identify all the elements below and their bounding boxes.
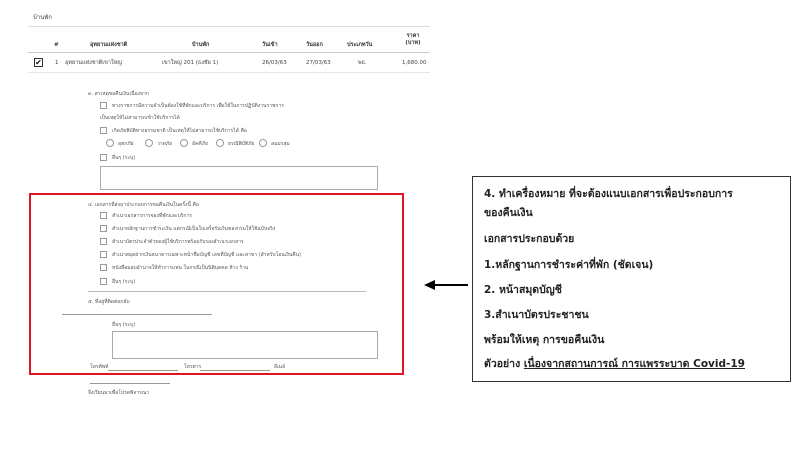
- reason-other-textarea[interactable]: [100, 166, 378, 190]
- doc-checkbox-2[interactable]: [100, 225, 107, 232]
- doc-checkbox-3[interactable]: [100, 238, 107, 245]
- th-num: #: [54, 42, 59, 48]
- row-num: 1: [55, 60, 59, 66]
- th-price: ราคา (บาท): [405, 33, 421, 46]
- callout-example-prefix: ตัวอย่าง: [484, 358, 524, 370]
- doc-item-1: สำเนาเอกสารการจองที่พักและบริการ: [112, 213, 192, 219]
- th-daytype: ประเภทวัน: [347, 42, 373, 48]
- th-house: บ้านพัก: [192, 42, 210, 48]
- radio-flood[interactable]: [106, 139, 114, 147]
- left-arrow-icon: [424, 279, 470, 291]
- radio-fire[interactable]: [180, 139, 188, 147]
- th-checkin: วันเข้า: [262, 42, 278, 48]
- callout-example-text: เนื่องจากสถานการณ์ การแพรระบาด Covid-19: [523, 358, 745, 370]
- reason-title: ๓. สาเหตุขอคืนเงินเนื่องจาก: [88, 91, 149, 97]
- row-checkin: 26/03/63: [262, 60, 287, 66]
- row-daytype: พธ.: [358, 60, 367, 66]
- fax-line[interactable]: [200, 370, 270, 371]
- radio-earthquake[interactable]: [216, 139, 224, 147]
- row-house: เขาใหญ่ 201 (ธงชัย 1): [162, 60, 219, 66]
- callout-line-6: 3.สำเนาบัตรประชาชน: [484, 309, 589, 321]
- radio-fire-label: อัคคีภัย: [192, 141, 208, 147]
- callout-line-2: ของคืนเงิน: [484, 207, 533, 219]
- callout-line-7: พร้อมให้เหตุ การขอคืนเงิน: [484, 334, 605, 346]
- phone-line[interactable]: [108, 370, 178, 371]
- doc-item-3: สำเนาบัตรประจำตัวของผู้ใช้บริการพร้อมรับรองสำเนาเอกสาร: [112, 239, 244, 245]
- th-checkout: วันออก: [306, 42, 323, 48]
- doc-checkbox-other[interactable]: [100, 278, 107, 285]
- docs-title: ๔. เอกสารที่ส่งมาประกอบการขอคืนเงินในครั้งนี้ คือ: [88, 202, 199, 208]
- row-park: อุทยานแห่งชาติเขาใหญ่: [65, 60, 122, 66]
- address-other-label: อื่นๆ (ระบุ): [112, 322, 136, 328]
- footer-line: [90, 383, 170, 384]
- doc-checkbox-5[interactable]: [100, 264, 107, 271]
- section-divider: [28, 26, 430, 27]
- doc-checkbox-4[interactable]: [100, 251, 107, 258]
- reason-checkbox-1[interactable]: [100, 102, 107, 109]
- doc-item-2: สำเนาหลักฐานการชำระเงิน แต่กรณีเป็นใบเสร็จรับเงินของกรมให้ใช้ฉบับจริง: [112, 226, 276, 232]
- callout-line-8: [484, 355, 745, 372]
- fax-label: โทรสาร: [184, 364, 202, 370]
- reason-other-label: อื่นๆ (ระบุ): [112, 155, 136, 161]
- callout-line-4: 1.หลักฐานการชำระค่าที่พัก (ชัดเจน): [484, 259, 654, 271]
- email-label: อีเมล์: [274, 364, 286, 370]
- reason-checkbox-2[interactable]: [100, 127, 107, 134]
- docs-divider: [88, 291, 366, 292]
- table-row-divider: [28, 72, 430, 73]
- callout-line-5: 2. หน้าสมุดบัญชี: [484, 284, 562, 296]
- row-price: 1,680.00: [402, 60, 427, 66]
- table-header-divider: [28, 52, 430, 53]
- reason-subtext: เป็นเหตุให้ไม่สามารถเข้าใช้บริการได้: [100, 115, 180, 121]
- th-park: อุทยานแห่งชาติ: [90, 42, 128, 48]
- radio-monsoon-label: ลมมรสุม: [271, 141, 290, 147]
- row-checkout: 27/03/63: [306, 60, 331, 66]
- section-title: บ้านพัก: [33, 14, 52, 21]
- radio-storm[interactable]: [145, 139, 153, 147]
- phone-label: โทรศัพท์: [90, 364, 109, 370]
- doc-checkbox-1[interactable]: [100, 212, 107, 219]
- reason-option-2: เกิดภัยพิบัติทางธรรมชาติ เป็นเหตุให้ไม่สามารถใช้บริการได้ คือ: [112, 128, 247, 134]
- doc-other-label: อื่นๆ (ระบุ): [112, 279, 136, 285]
- radio-flood-label: อุทกภัย: [118, 141, 134, 147]
- callout-line-1: 4. ทำเครื่องหมาย ที่จะต้องแนบเอกสารเพื่อประกอบการ: [484, 188, 733, 200]
- row-checkbox[interactable]: ✔: [35, 58, 42, 67]
- doc-item-5: หนังสือมอบอำนาจให้ทำการแทน ในกรณีเป็นนิติบุคคล ห้าง ร้าน: [112, 265, 249, 271]
- callout-line-3: เอกสารประกอบด้วย: [484, 233, 575, 245]
- footer-text: จึงเรียนมาเพื่อโปรดพิจารณา: [88, 390, 150, 396]
- doc-item-4: สำเนาสมุดฝากเงินธนาคารเฉพาะหน้าชื่อบัญชี เลขที่บัญชี และสาขา (สำหรับโอนเงินคืน): [112, 252, 301, 258]
- reason-option-1: ทางราชการมีความจำเป็นต้องใช้ที่พักและบริการ เพื่อใช้ในการปฏิบัติงานราชการ: [112, 103, 284, 109]
- address-line: [62, 314, 212, 315]
- address-title: ๕. ที่อยู่ที่ติดต่อกลับ: [88, 299, 130, 305]
- radio-earthquake-label: ธรณีพิบัติภัย: [228, 141, 255, 147]
- instruction-callout: [472, 176, 791, 382]
- radio-monsoon[interactable]: [259, 139, 267, 147]
- address-textarea[interactable]: [112, 331, 378, 359]
- reason-other-checkbox[interactable]: [100, 154, 107, 161]
- radio-storm-label: วาตภัย: [157, 141, 173, 147]
